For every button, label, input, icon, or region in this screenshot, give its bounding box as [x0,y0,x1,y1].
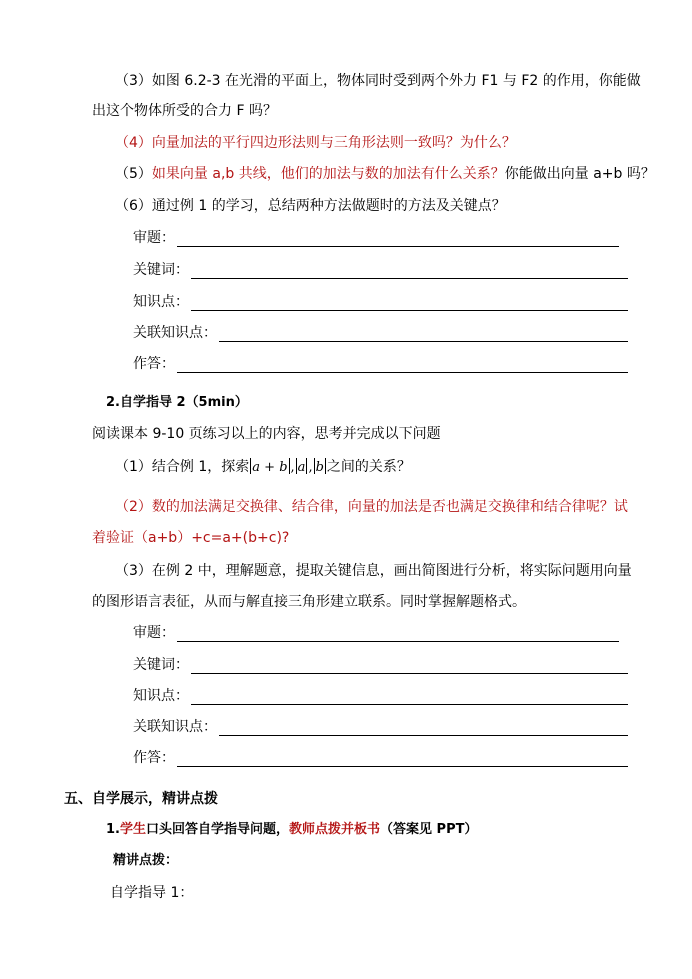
answer-line [191,278,628,279]
abs-bar [325,458,326,474]
question-3-line-2: 出这个物体所受的合力 F 吗？ [92,103,277,119]
comma-glyph: , [308,460,313,475]
answer-line [177,372,628,373]
g2q1-math-a-2: a [297,460,306,475]
guide2-question-2-line-1: （2）数的加法满足交换律、结合律，向量的加法是否也满足交换律和结合律呢？试 [115,499,628,515]
question-5-black-text: 你能做出向量 a+b 吗？ [504,166,655,182]
guide2-question-2-line-2: 着验证（a+b）+c=a+(b+c)? [92,530,290,546]
answer-line [219,735,628,736]
question-5-red-text: 如果向量 a,b 共线，他们的加法与数的加法有什么关系？ [151,166,505,182]
question-5-prefix: （5） [115,166,152,182]
form2-label: 作答： [133,750,175,766]
g2q1-math-b-2: b [315,460,324,475]
section-5-item-1 [106,820,477,840]
g2q1-prefix: （1）结合例 1，探索 [115,459,250,475]
jingjiang-label: 精讲点拨： [113,853,179,868]
s5-prefix: 1. [106,822,120,837]
g2q1-suffix: 之间的关系？ [326,459,411,475]
guide2-title: 2.自学指导 2（5min） [106,395,248,410]
form1-label: 关联知识点： [133,325,217,341]
answer-line [177,246,619,247]
g2q1-math-b: b [279,460,288,475]
guide2-question-3-line-1: （3）在例 2 中，理解题意，提取关键信息，画出简图进行分析，将实际问题用向量 [115,563,632,579]
answer-line [177,641,619,642]
form1-row-zhishidian [133,293,633,315]
s5-black-2: （答案见 PPT） [380,822,478,837]
question-5 [115,164,655,184]
abs-bar [289,458,290,474]
form1-label: 审题： [133,230,175,246]
form1-row-guanlian [133,324,633,346]
g2q1-math-a: a [252,460,261,475]
form2-row-guanlian [133,718,633,740]
form1-label: 关键词： [133,262,189,278]
abs-bar [296,458,297,474]
form2-row-zhishidian [133,687,633,709]
form2-label: 关键词： [133,657,189,673]
answer-line [219,341,628,342]
guide2-intro: 阅读课本 9-10 页练习以上的内容，思考并完成以下问题 [92,426,441,442]
form1-row-guanjianci [133,261,633,283]
form2-row-shenti [133,624,633,646]
form1-row-shenti [133,229,633,251]
guide2-question-3-line-2: 的图形语言表征，从而与解直接三角形建立联系。同时掌握解题格式。 [92,594,526,610]
form1-row-zuoda [133,355,633,377]
question-4: （4）向量加法的平行四边形法则与三角形法则一致吗？为什么？ [115,135,516,151]
form2-row-guanjianci [133,656,633,678]
g2q1-math-plus: + [260,460,280,475]
s5-red-2: 教师点拨并板书 [289,822,381,837]
section-5-title: 五、自学展示，精讲点拨 [64,791,218,807]
question-3-line-1: （3）如图 6.2-3 在光滑的平面上，物体同时受到两个外力 F1 与 F2 的作用，你能做 [115,73,641,89]
s5-black-1: 口头回答自学指导问题， [146,822,290,837]
form1-label: 作答： [133,356,175,372]
form2-label: 知识点： [133,688,189,704]
answer-line [191,704,628,705]
answer-line [191,673,628,674]
comma-glyph: , [290,460,295,475]
form2-label: 审题： [133,625,175,641]
answer-line [191,310,628,311]
form1-label: 知识点： [133,294,189,310]
guide2-question-1 [115,457,411,478]
guide1-label: 自学指导 1： [110,885,194,901]
form2-row-zuoda [133,749,633,771]
answer-line [177,766,628,767]
s5-red-1: 学生 [119,822,146,837]
form2-label: 关联知识点： [133,719,217,735]
question-6: （6）通过例 1 的学习，总结两种方法做题时的方法及关键点？ [115,198,506,214]
abs-bar [314,458,315,474]
